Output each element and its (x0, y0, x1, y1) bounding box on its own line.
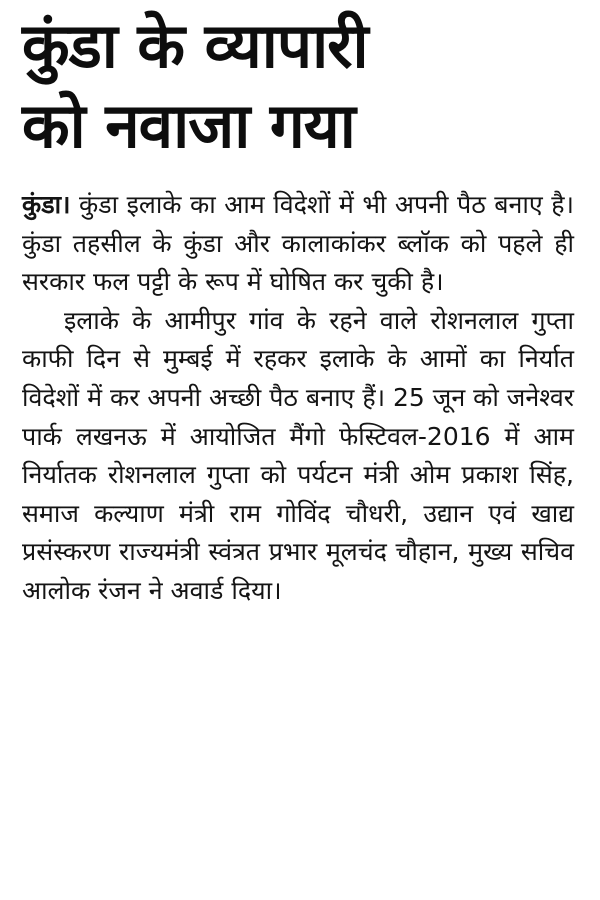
headline-line-1: कुंडा के व्यापारी (22, 9, 368, 82)
article-body (22, 186, 574, 611)
paragraph-1 (22, 186, 574, 302)
headline-line-2: को नवाजा गया (22, 89, 355, 162)
headline (22, 6, 582, 166)
paragraph-2: इलाके के आमीपुर गांव के रहने वाले रोशनलाल गुप्ता काफी दिन से मुम्बई में रहकर इलाके के आमों का निर्यात विदेशों में कर अपनी अच्छी पैठ बनाए हैं। 25 जून को जनेश्वर पार्क लखनऊ में आयोजित मैंगो फेस्टिवल-2016 में आम निर्यातक रोशनलाल गुप्ता को पर्यटन मंत्री ओम प्रकाश सिंह, समाज कल्याण मंत्री राम गोविंद चौधरी, उद्यान एवं खाद्य प्रसंस्करण राज्यमंत्री स्वंत्रत प्रभार मूलचंद चौहान, मुख्य सचिव आलोक रंजन ने अवार्ड दिया। (22, 305, 574, 605)
paragraph-1-text: कुंडा इलाके का आम विदेशों में भी अपनी पैठ बनाए है। कुंडा तहसील के कुंडा और कालाकांकर ब्लॉक को पहले ही सरकार फल पट्टी के रूप में घोषित कर चुकी है। (22, 190, 574, 297)
dateline: कुंडा। (22, 190, 71, 219)
